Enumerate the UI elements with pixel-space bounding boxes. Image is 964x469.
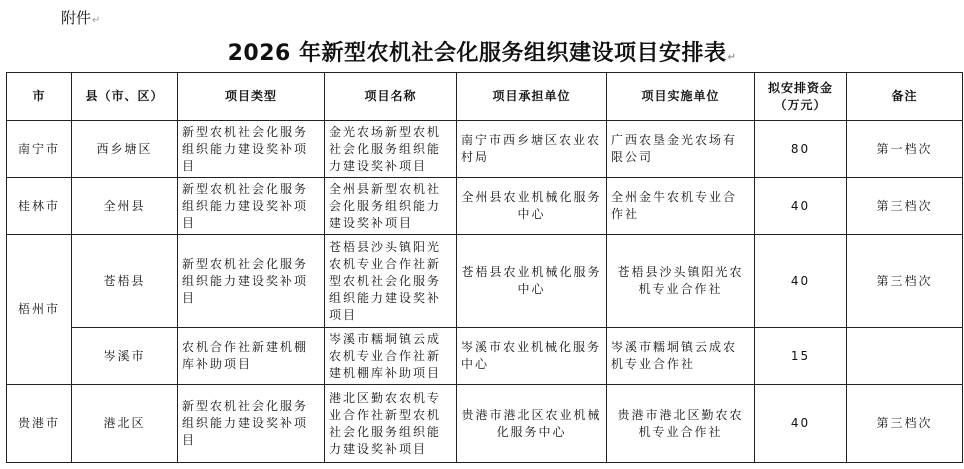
- cell-funds: 40: [755, 385, 847, 463]
- cell-undertaker: 贵港市港北区农业机械化服务中心: [457, 385, 607, 463]
- cell-notes: 第三档次: [847, 235, 963, 328]
- header-row: [7, 73, 963, 121]
- cell-undertaker: 全州县农业机械化服务中心: [457, 178, 607, 235]
- cell-undertaker: 苍梧县农业机械化服务中心: [457, 235, 607, 328]
- project-table: [6, 72, 963, 463]
- header-name: 项目名称: [325, 73, 457, 121]
- cell-name: 金光农场新型农机社会化服务组织能力建设奖补项目: [325, 121, 457, 178]
- attachment-text: 附件: [61, 9, 92, 27]
- attachment-label: [61, 7, 100, 28]
- cell-type: 新型农机社会化服务组织能力建设奖补项目: [178, 178, 325, 235]
- cell-type: 农机合作社新建机棚库补助项目: [178, 328, 325, 385]
- cell-type: 新型农机社会化服务组织能力建设奖补项目: [178, 235, 325, 328]
- cell-implementer: 广西农垦金光农场有限公司: [607, 121, 755, 178]
- cell-city: 贵港市: [7, 385, 72, 463]
- cell-funds: 80: [755, 121, 847, 178]
- cell-implementer: 岑溪市糯垌镇云成农机专业合作社: [607, 328, 755, 385]
- paragraph-mark: ↵: [727, 52, 737, 63]
- title-text: 2026 年新型农机社会化服务组织建设项目安排表: [227, 41, 727, 66]
- header-implementer: 项目实施单位: [607, 73, 755, 121]
- cell-undertaker: 南宁市西乡塘区农业农村局: [457, 121, 607, 178]
- cell-county: 全州县: [72, 178, 178, 235]
- cell-notes: [847, 328, 963, 385]
- page-title: [0, 36, 964, 67]
- table-row: [7, 178, 963, 235]
- header-type: 项目类型: [178, 73, 325, 121]
- cell-county: 岑溪市: [72, 328, 178, 385]
- paragraph-mark: ↵: [92, 15, 101, 26]
- header-notes: 备注: [847, 73, 963, 121]
- cell-county: 港北区: [72, 385, 178, 463]
- header-undertaker: 项目承担单位: [457, 73, 607, 121]
- header-city: 市: [7, 73, 72, 121]
- cell-name: 港北区勤农农机专业合作社新型农机社会化服务组织能力建设奖补项目: [325, 385, 457, 463]
- cell-county: 西乡塘区: [72, 121, 178, 178]
- cell-county: 苍梧县: [72, 235, 178, 328]
- cell-notes: 第三档次: [847, 178, 963, 235]
- cell-city: 梧州市: [7, 235, 72, 385]
- table-row: [7, 328, 963, 385]
- cell-city: 桂林市: [7, 178, 72, 235]
- cell-implementer: 全州金牛农机专业合作社: [607, 178, 755, 235]
- cell-name: 苍梧县沙头镇阳光农机专业合作社新型农机社会化服务组织能力建设奖补项目: [325, 235, 457, 328]
- cell-type: 新型农机社会化服务组织能力建设奖补项目: [178, 385, 325, 463]
- table-row: [7, 385, 963, 463]
- cell-undertaker: 岑溪市农业机械化服务中心: [457, 328, 607, 385]
- table-row: [7, 235, 963, 328]
- table-row: [7, 121, 963, 178]
- cell-funds: 40: [755, 178, 847, 235]
- cell-notes: 第三档次: [847, 385, 963, 463]
- cell-notes: 第一档次: [847, 121, 963, 178]
- cell-funds: 15: [755, 328, 847, 385]
- header-funds: 拟安排资金（万元）: [755, 73, 847, 121]
- cell-type: 新型农机社会化服务组织能力建设奖补项目: [178, 121, 325, 178]
- cell-name: 岑溪市糯垌镇云成农机专业合作社新建机棚库补助项目: [325, 328, 457, 385]
- cell-city: 南宁市: [7, 121, 72, 178]
- cell-name: 全州县新型农机社会化服务组织能力建设奖补项目: [325, 178, 457, 235]
- cell-implementer: 贵港市港北区勤农农机专业合作社: [607, 385, 755, 463]
- cell-implementer: 苍梧县沙头镇阳光农机专业合作社: [607, 235, 755, 328]
- header-county: 县（市、区）: [72, 73, 178, 121]
- cell-funds: 40: [755, 235, 847, 328]
